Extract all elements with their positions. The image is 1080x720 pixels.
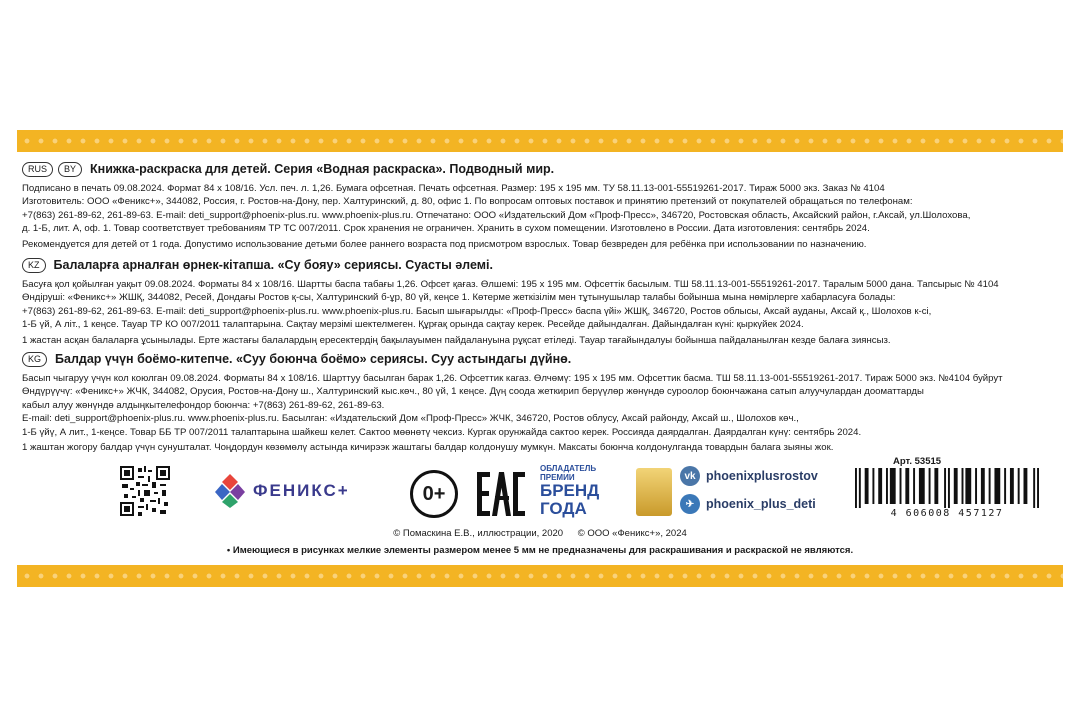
section-header: [22, 160, 1052, 178]
vk-icon: vk: [680, 466, 700, 486]
body-line: +7(863) 261-89-62, 261-89-63. E-mail: deti_support@phoenix-plus.ru. www.phoenix-plus.ru. Отпечатано: ООО «Издательский Дом «Проф-Пресс», 346720, Ростовская область, Аксайский район, г.Аксай, ул.Шолохова,: [22, 209, 971, 221]
vk-handle: phoenixplusrostov: [706, 469, 818, 483]
section-header: [22, 256, 1052, 274]
brand-award-line1: БРЕНД: [540, 481, 600, 500]
qr-code-icon: [120, 466, 170, 516]
body-line: +7(863) 261-89-62, 261-89-63. E-mail: deti_support@phoenix-plus.ru. www.phoenix-plus.ru. Басып шығарылды: «Проф-Пресс» баспа үйі» ЖШҚ, 346720, Ростов облысы, Аксай ауданы, Аксай қ., Шолохов к-сі,: [22, 305, 932, 317]
age-warning: Рекомендуется для детей от 1 года. Допустимо использование детьми более раннего возраста под присмотром взрослых. Товар безвреден для ребёнка при использовании по назначению.: [22, 238, 867, 250]
copyright-line: [0, 528, 1080, 539]
section-header: [22, 350, 1052, 368]
top-dotted-band: [17, 130, 1063, 152]
article-number: Арт. 53515: [893, 456, 942, 467]
body-line: Изготовитель: ООО «Феникс+», 344082, Россия, г. Ростов-на-Дону, пер. Халтуринский, д. 80, офис 1. По вопросам оптовых поставок и принятию претензий от покупателей обращаться по телефонам:: [22, 196, 913, 208]
barcode-number: 4 606008 457127: [890, 508, 1004, 519]
bottom-dotted-band: [17, 565, 1063, 587]
phoenix-logo-text: ФЕНИКС+: [253, 481, 350, 500]
small-parts-note: • Имеющиеся в рисунках мелкие элементы размером менее 5 мм не предназначены для раскрашивания и раскраской не являются.: [226, 545, 854, 556]
body-line: Басып чыгаруу үчүн кол коюлган 09.08.2024. Форматы 84 x 108/16. Шарттуу басылган барак 1,26. Офсеттик кагаз. Өлчөмү: 195 x 195 мм. Офсеттик басма. ТШ 58.11.13-001-55519261-2017. Тираж 5000 экз. №4104 буйрут: [22, 373, 1003, 384]
telegram-icon: ✈: [680, 494, 700, 514]
lang-badge-rus: RUS: [22, 162, 53, 177]
barcode-icon: [855, 468, 1039, 508]
lang-badge-kg: KG: [22, 352, 47, 367]
body-line: 1-Б үй, А літ., 1 кеңсе. Тауар ТР КО 007/2011 талаптарына. Сақтау мерзімі шектелмеген. Құрғақ орында сақтау керек. Ресейде дайындалған. Дайындалған күні: қыркүйек 2024.: [22, 319, 804, 331]
section-body: [22, 278, 1052, 347]
section-kg: [22, 350, 1052, 454]
age-warning: 1 жастан асқан балаларға ұсынылады. Ерте жастағы балалардың ересектердің бақылауымен пайдалануына рұқсат етіледі. Тауар тағайындалуы бойынша пайдаланылған кезде балаға зиянсыз.: [22, 334, 891, 346]
phoenix-bird-icon: [215, 474, 245, 508]
age-warning: 1 жаштан жогору балдар үчүн сунушталат. Чоңдордун көзөмөлү астында кичирээк жаштагы балдар колдонушу мумкүн. Максаты боюнча колдонулганда товардын балага зыяны жок.: [22, 442, 834, 454]
body-line: Өндіруші: «Феникс+» ЖШҚ, 344082, Ресей, Дондағы Ростов қ-сы, Халтуринский б-ұр, 80 үй, кеңсе 1. Көтерме жеткізілім мен тұтынушылар талабы бойынша мына нөмірлерге хабарласуға болады:: [22, 292, 896, 304]
telegram-handle: phoenix_plus_deti: [706, 497, 816, 511]
body-line: Подписано в печать 09.08.2024. Формат 84 x 108/16. Усл. печ. л. 1,26. Бумага офсетная. Печать офсетная. Размер: 195 x 195 мм. ТУ 58.11.13-001-55519261-2017. Тираж 5000 экз. Заказ № 4104: [22, 183, 885, 194]
phoenix-logo: [215, 474, 350, 508]
brand-award-line2: ГОДА: [540, 499, 587, 518]
brand-award: [540, 464, 630, 518]
eac-mark-icon: [475, 468, 527, 520]
copyright-publisher: © ООО «Феникс+», 2024: [577, 528, 687, 539]
section-title: Балаларға арналған өрнек-кітапша. «Су бояу» сериясы. Суасты әлемі.: [53, 258, 493, 272]
brand-award-caption: ОБЛАДАТЕЛЬ ПРЕМИИ: [540, 464, 597, 482]
body-line: Өндүрүүчү: «Феникс+» ЖЧК, 344082, Орусия, Ростов-на-Дону ш., Халтуринский кыс.көч., 80 үй, 1 кеңсе. Дүң соода жеткирип берүүлөр жөнүндө суроолор боюнчажана сатып алуучулардан дооматтарды: [22, 386, 924, 398]
lang-badge-kz: KZ: [22, 258, 46, 273]
social-vk[interactable]: [680, 466, 818, 486]
section-title: Книжка-раскраска для детей. Серия «Водная раскраска». Подводный мир.: [90, 162, 555, 176]
social-telegram[interactable]: [680, 494, 816, 514]
body-line: кабыл алуу жөнүндө алдыңкытелефондор боюнча: +7(863) 261-89-62, 261-89-63.: [22, 399, 385, 411]
lang-badge-by: BY: [58, 162, 82, 177]
section-body: [22, 372, 1052, 454]
award-medal-icon: [636, 468, 672, 516]
section-rus-by: [22, 160, 1052, 251]
section-kz: [22, 256, 1052, 347]
body-line: E-mail: deti_support@phoenix-plus.ru. www.phoenix-plus.ru. Басылган: «Издательский Дом «Проф-Пресс» ЖЧК, 346720, Ростов облусу, Аксай районду, Аксай ш., Шолохов көч.,: [22, 413, 799, 425]
age-rating-badge: 0+: [410, 470, 458, 518]
copyright-illustrations: © Помаскина Е.В., иллюстрации, 2020: [393, 528, 564, 539]
body-line: 1-Б үйү, А лит., 1-кеңсе. Товар ББ ТР 007/2011 талаптарына шайкеш келет. Сактоо мөөнөтү чексиз. Кургак орунжайда сактоо керек. Россияда даярдалган. Даярдалган күнү: сентябрь 2024.: [22, 426, 862, 438]
section-title: Балдар үчүн боёмо-китепче. «Суу боюнча боёмо» сериясы. Суу астындагы дүйнө.: [55, 352, 572, 366]
section-body: [22, 182, 1052, 251]
body-line: Басуға қол қойылған уақыт 09.08.2024. Форматы 84 x 108/16. Шартты баспа табағы 1,26. Офсет қағаз. Өлшемі: 195 x 195 мм. Офсеттік басылым. ТШ 58.11.13-001-55519261-2017. Таралым 5000 дана. Тапсырыс № 4104: [22, 279, 999, 290]
body-line: д. 1-Б, лит. А, оф. 1. Товар соответствует требованиям ТР ТС 007/2011. Срок хранения не ограничен. Хранить в сухом помещении. Изготовлено в России. Дата изготовления: сентябрь 2024.: [22, 223, 870, 235]
